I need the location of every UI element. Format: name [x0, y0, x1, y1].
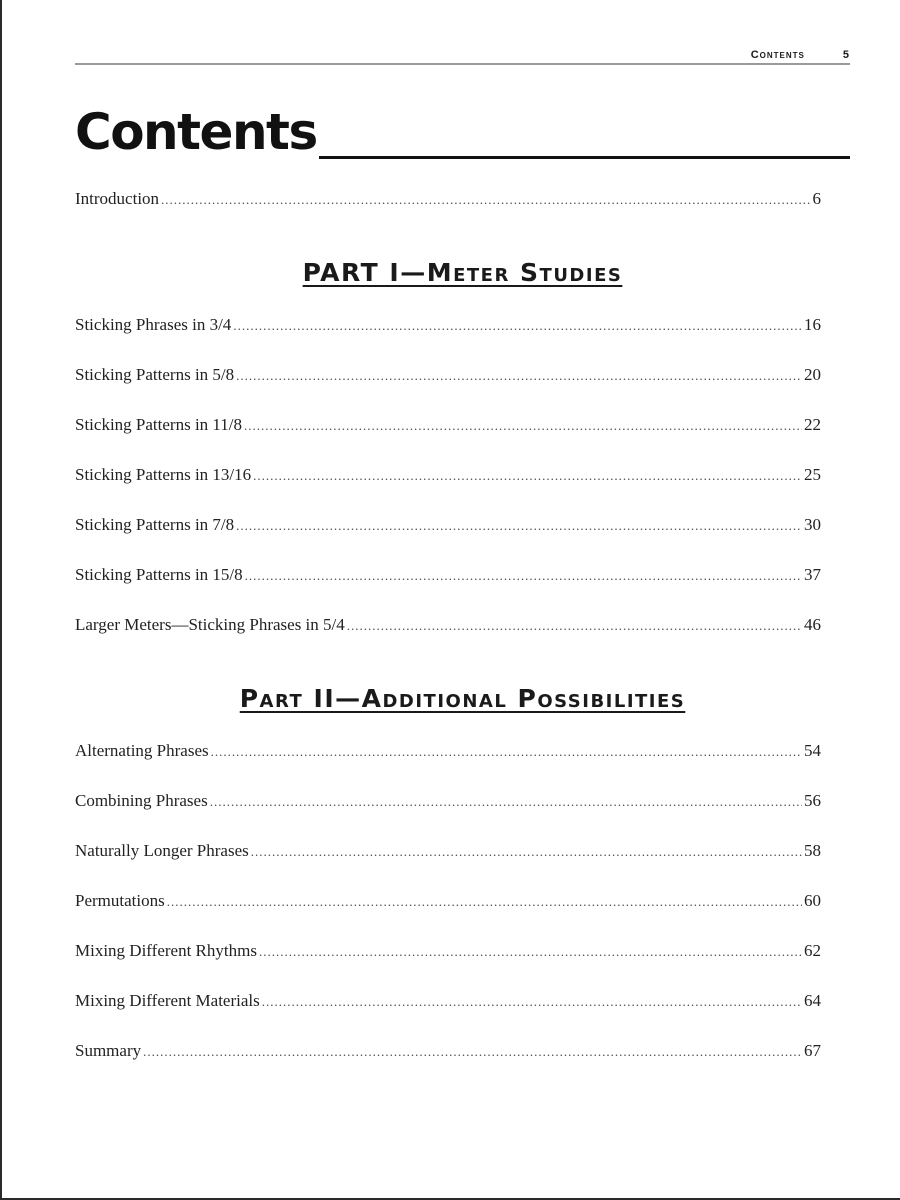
dot-leader — [143, 1041, 802, 1063]
toc-entry-label: Sticking Patterns in 11/8 — [75, 415, 243, 434]
title-block — [75, 104, 850, 160]
toc-entry-page: 22 — [804, 415, 821, 434]
dot-leader — [236, 515, 802, 537]
toc-entry-page: 30 — [804, 515, 821, 534]
toc-entry-introduction[interactable] — [75, 188, 821, 211]
dot-leader — [167, 891, 802, 913]
running-head-section: Contents — [750, 49, 805, 61]
toc-entry-page: 54 — [804, 741, 821, 760]
toc-entry-label: Alternating Phrases — [75, 741, 209, 760]
toc-entry-label: Permutations — [75, 891, 165, 910]
toc-entry-page: 58 — [804, 841, 821, 860]
toc-entry-label: Sticking Patterns in 5/8 — [75, 365, 235, 384]
part-2-heading-text: Part II—Additional Possibilities — [239, 684, 686, 713]
toc-entry-label: Naturally Longer Phrases — [75, 841, 249, 860]
dot-leader — [251, 841, 802, 863]
toc-entry-label: Mixing Different Rhythms — [75, 941, 257, 960]
toc-entry-page: 62 — [804, 941, 821, 960]
dot-leader — [210, 791, 802, 813]
toc-entry-page: 56 — [804, 791, 821, 810]
dot-leader — [211, 741, 802, 763]
part-1-heading — [75, 258, 850, 288]
toc-entry-page: 46 — [804, 615, 821, 634]
dot-leader — [253, 465, 802, 487]
dot-leader — [244, 415, 802, 437]
toc-entry[interactable] — [75, 990, 821, 1013]
dot-leader — [262, 991, 802, 1013]
toc-entry[interactable] — [75, 614, 821, 637]
toc-entry[interactable] — [75, 314, 821, 337]
toc-entry-label: Larger Meters—Sticking Phrases in 5/4 — [75, 615, 345, 634]
dot-leader — [245, 565, 802, 587]
toc-entry-page: 60 — [804, 891, 821, 910]
running-head-page-number: 5 — [842, 49, 850, 61]
dot-leader — [259, 941, 802, 963]
toc-entry-label: Sticking Patterns in 13/16 — [75, 465, 252, 484]
toc-entry[interactable] — [75, 740, 821, 763]
toc-entry-label: Summary — [75, 1041, 142, 1060]
toc-entry-page: 25 — [804, 465, 821, 484]
toc-entry-page: 67 — [804, 1041, 821, 1060]
dot-leader — [161, 189, 810, 211]
toc-entry-label: Combining Phrases — [75, 791, 208, 810]
toc-entry-page: 16 — [804, 315, 821, 334]
toc-entry[interactable] — [75, 464, 821, 487]
toc-entry-page: 6 — [812, 189, 821, 208]
part-1-heading-text: PART I—Meter Studies — [302, 258, 623, 287]
toc-entry-label: Sticking Patterns in 7/8 — [75, 515, 235, 534]
running-head — [75, 49, 850, 61]
page-title: Contents — [75, 103, 317, 161]
toc-entry-label: Sticking Patterns in 15/8 — [75, 565, 243, 584]
dot-leader — [236, 365, 802, 387]
dot-leader — [233, 315, 802, 337]
toc-entry[interactable] — [75, 414, 821, 437]
page-left-edge — [0, 0, 2, 1200]
title-underline — [319, 156, 850, 159]
toc-entry-page: 37 — [804, 565, 821, 584]
part-2-heading — [75, 684, 850, 714]
header-rule — [75, 63, 850, 65]
toc-entry[interactable] — [75, 514, 821, 537]
dot-leader — [347, 615, 802, 637]
toc-entry[interactable] — [75, 1040, 821, 1063]
toc-entry-label: Mixing Different Materials — [75, 991, 260, 1010]
toc-entry[interactable] — [75, 940, 821, 963]
toc-entry[interactable] — [75, 840, 821, 863]
toc-entry-page: 64 — [804, 991, 821, 1010]
toc-entry[interactable] — [75, 364, 821, 387]
toc-entry[interactable] — [75, 890, 821, 913]
toc-entry[interactable] — [75, 564, 821, 587]
toc-entry-label: Sticking Phrases in 3/4 — [75, 315, 232, 334]
toc-entry[interactable] — [75, 790, 821, 813]
toc-entry-label: Introduction — [75, 189, 160, 208]
toc-entry-page: 20 — [804, 365, 821, 384]
